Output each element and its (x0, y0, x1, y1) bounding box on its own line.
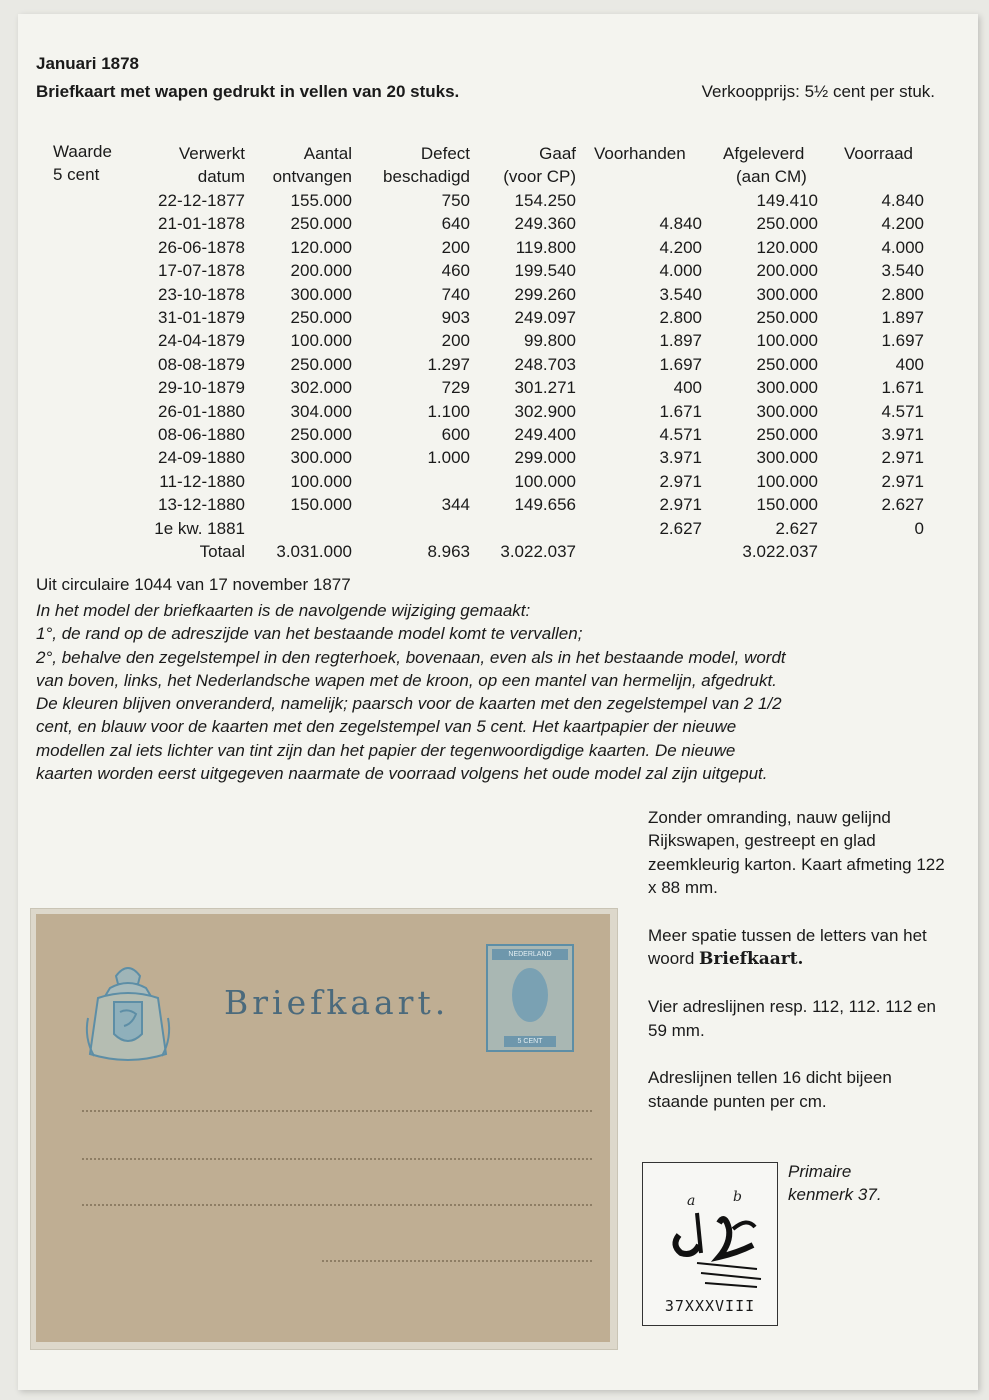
cell-defect: 1.100 (427, 401, 470, 421)
cell-voorraad: 1.671 (881, 378, 924, 398)
cell-defect: 740 (441, 284, 470, 304)
cell-aantal: 120.000 (290, 237, 352, 257)
cell-voorhanden: 3.540 (659, 284, 702, 304)
cell-voorraad: 400 (895, 354, 924, 374)
label-a: a (687, 1193, 696, 1209)
cell-aantal: 300.000 (290, 284, 352, 304)
cell-datum: 26-06-1878 (158, 237, 245, 257)
header-aantal-1: Aantal (303, 144, 352, 163)
card-title: Briefkaart. (224, 983, 450, 1022)
cell-voorraad: 4.000 (881, 237, 924, 257)
cell-aantal: 302.000 (290, 378, 352, 398)
circular-line: modellen zal iets lichter van tint zijn dan het papier der tegenwoordigdige kaarten. De nieuwe (36, 740, 736, 760)
cell-voorhanden: 4.840 (659, 214, 702, 234)
cell-afgeleverd: 2.627 (775, 518, 818, 538)
header-aantal-2: ontvangen (272, 167, 352, 186)
cell-defect: 750 (441, 191, 470, 210)
cell-datum: 29-10-1879 (158, 378, 245, 398)
cell-aantal: 250.000 (290, 425, 352, 444)
header-waarde-1: Waarde (53, 142, 112, 161)
cell-afgeleverd: 200.000 (756, 261, 818, 281)
cell-defect: 1.297 (427, 354, 470, 374)
cell-afgeleverd: 120.000 (756, 237, 818, 257)
magnified-letters-icon (657, 1183, 767, 1293)
cell-defect: 200 (441, 237, 470, 257)
cell-voorraad: 0 (914, 518, 924, 538)
cell-aantal: 100.000 (290, 331, 352, 351)
cell-aantal: 3.031.000 (276, 542, 352, 561)
postcard (36, 914, 610, 1342)
cell-aantal: 250.000 (290, 308, 352, 327)
note-letter-spacing (648, 924, 948, 972)
cell-gaaf: 299.000 (514, 448, 576, 468)
page-subtitle: Briefkaart met wapen gedrukt in vellen van 20 stuks. (36, 82, 460, 101)
cell-voorhanden: 2.800 (659, 308, 702, 327)
header-verwerkt-2: datum (197, 167, 245, 186)
cell-voorraad: 2.627 (881, 495, 924, 515)
cell-voorraad: 2.971 (881, 471, 924, 491)
cell-defect: 640 (441, 214, 470, 234)
cell-aantal: 304.000 (290, 401, 352, 421)
cell-datum: 24-04-1879 (158, 331, 245, 351)
note-address-lines: Vier adreslijnen resp. 112, 112. 112 en 59 mm. (648, 997, 936, 1040)
header-voorhanden: Voorhanden (594, 144, 686, 163)
cell-voorhanden: 400 (673, 378, 702, 398)
cell-gaaf: 248.703 (514, 354, 576, 374)
cell-defect: 600 (441, 425, 470, 444)
cell-afgeleverd: 300.000 (756, 284, 818, 304)
stamp-value: 5 CENT (504, 1036, 556, 1047)
cell-afgeleverd: 250.000 (756, 308, 818, 327)
stamp-country: NEDERLAND (492, 949, 568, 960)
circular-line: van boven, links, het Nederlandsche wapen met de kroon, op een mantel van hermelijn, afgedrukt. (36, 670, 777, 690)
cell-voorraad: 4.840 (881, 191, 924, 210)
cell-voorhanden: 1.897 (659, 331, 702, 351)
note-card-description: Zonder omranding, nauw gelijnd Rijkswapen, gestreept en glad zeemkleurig karton. Kaart afmeting 122 x 88 mm. (648, 808, 945, 898)
cell-datum: 13-12-1880 (158, 495, 245, 515)
cell-datum: 24-09-1880 (158, 448, 245, 468)
circular-line: In het model der briefkaarten is de navolgende wijziging gemaakt: (36, 601, 531, 620)
cell-aantal: 150.000 (290, 495, 352, 515)
postage-stamp-imprint (486, 944, 574, 1052)
cell-gaaf: 249.097 (514, 308, 576, 327)
coat-of-arms-icon (80, 958, 176, 1070)
cell-gaaf: 249.400 (514, 425, 576, 444)
cell-voorraad: 3.971 (881, 425, 924, 444)
sale-price: Verkoopprijs: 5½ cent per stuk. (701, 82, 935, 101)
cell-datum: 22-12-1877 (158, 191, 245, 210)
cell-datum: 23-10-1878 (158, 284, 245, 304)
kenmerk-code: 37XXXVIII (664, 1297, 756, 1315)
cell-afgeleverd: 300.000 (756, 378, 818, 398)
cell-voorhanden: 1.671 (659, 401, 702, 421)
cell-afgeleverd: 300.000 (756, 448, 818, 468)
address-line (82, 1158, 592, 1160)
page-title: Januari 1878 (36, 54, 140, 73)
header-defect-2: beschadigd (383, 167, 470, 186)
cell-aantal: 250.000 (290, 214, 352, 234)
cell-defect: 1.000 (427, 448, 470, 468)
description-notes (648, 806, 948, 1137)
cell-defect: 200 (441, 331, 470, 351)
cell-datum: Totaal (199, 542, 245, 561)
header-gaaf-2: (voor CP) (503, 167, 576, 186)
circular-line: cent, en blauw voor de kaarten met den zegelstempel van 5 cent. Het kaartpapier der nieuwe (36, 717, 737, 737)
cell-defect: 344 (441, 495, 470, 515)
cell-defect: 8.963 (427, 542, 470, 561)
cell-datum: 1e kw. 1881 (154, 518, 245, 538)
cell-voorraad: 2.971 (881, 448, 924, 468)
cell-gaaf: 249.360 (514, 214, 576, 234)
header-defect-1: Defect (420, 144, 470, 163)
cell-gaaf: 302.900 (514, 401, 576, 421)
cell-datum: 31-01-1879 (158, 308, 245, 327)
cell-datum: 26-01-1880 (158, 401, 245, 421)
cell-voorhanden: 2.971 (659, 495, 702, 515)
cell-aantal: 200.000 (290, 261, 352, 281)
cell-gaaf: 3.022.037 (500, 542, 576, 561)
cell-afgeleverd: 149.410 (756, 191, 818, 210)
cell-defect: 729 (441, 378, 470, 398)
cell-afgeleverd: 100.000 (756, 331, 818, 351)
cell-aantal: 100.000 (290, 471, 352, 491)
cell-datum: 08-08-1879 (158, 354, 245, 374)
cell-voorraad: 4.571 (881, 401, 924, 421)
cell-gaaf: 154.250 (514, 191, 576, 210)
cell-voorraad: 1.897 (881, 308, 924, 327)
header-afgeleverd-2: (aan CM) (736, 167, 807, 186)
kenmerk-caption-line-2: kenmerk 37. (788, 1185, 882, 1204)
cell-voorhanden: 2.627 (659, 518, 702, 538)
cell-voorraad: 3.540 (881, 261, 924, 281)
cell-voorraad: 1.697 (881, 331, 924, 351)
header-waarde-2: 5 cent (53, 165, 100, 184)
cell-voorhanden: 4.200 (659, 237, 702, 257)
cell-voorhanden: 2.971 (659, 471, 702, 491)
cell-voorhanden: 4.000 (659, 261, 702, 281)
circular-title: Uit circulaire 1044 van 17 november 1877 (36, 575, 351, 594)
circular-line: De kleuren blijven onveranderd, namelijk; paarsch voor de kaarten met den zegelstempel van 2 1/2 (36, 694, 782, 714)
cell-datum: 11-12-1880 (159, 471, 245, 491)
cell-datum: 08-06-1880 (158, 425, 245, 444)
circular-line: kaarten worden eerst uitgegeven naarmate de voorraad volgens het oude model zal zijn uitgeput. (36, 764, 768, 784)
cell-defect: 460 (441, 261, 470, 281)
header-gaaf-1: Gaaf (539, 144, 576, 163)
address-line (322, 1260, 592, 1262)
note-letter-spacing-text: Meer spatie tussen de letters van het woord (648, 925, 927, 969)
cell-gaaf: 301.271 (514, 378, 576, 398)
cell-datum: 17-07-1878 (158, 261, 245, 281)
cell-voorraad: 2.800 (881, 284, 924, 304)
cell-voorraad: 4.200 (881, 214, 924, 234)
label-b: b (733, 1189, 742, 1205)
cell-voorhanden: 4.571 (659, 425, 702, 444)
cell-voorhanden: 1.697 (659, 354, 702, 374)
cell-afgeleverd: 150.000 (756, 495, 818, 515)
header-afgeleverd-1: Afgeleverd (723, 144, 805, 163)
cell-aantal: 155.000 (290, 191, 352, 210)
cell-gaaf: 100.000 (514, 471, 576, 491)
cell-voorhanden: 3.971 (659, 448, 702, 468)
feature-detail-box (642, 1162, 778, 1326)
note-briefkaart-word: Briefkaart. (699, 949, 804, 970)
cell-aantal: 300.000 (290, 448, 352, 468)
note-dot-density: Adreslijnen tellen 16 dicht bijeen staande punten per cm. (648, 1068, 892, 1111)
header-verwerkt-1: Verwerkt (178, 144, 245, 163)
circular-line: 1°, de rand op de adreszijde van het bestaande model komt te vervallen; (36, 624, 583, 644)
cell-afgeleverd: 100.000 (756, 471, 818, 491)
cell-gaaf: 149.656 (514, 495, 576, 515)
cell-afgeleverd: 250.000 (756, 214, 818, 234)
cell-gaaf: 99.800 (524, 331, 576, 351)
cell-gaaf: 119.800 (515, 237, 576, 257)
address-line (82, 1204, 592, 1206)
cell-datum: 21-01-1878 (158, 214, 245, 234)
address-line (82, 1110, 592, 1112)
cell-afgeleverd: 300.000 (756, 401, 818, 421)
cell-afgeleverd: 3.022.037 (742, 542, 818, 561)
kenmerk-caption-line-1: Primaire (788, 1162, 852, 1181)
cell-defect: 903 (441, 308, 470, 327)
header-voorraad: Voorraad (844, 144, 913, 163)
kenmerk-caption (788, 1160, 882, 1206)
cell-aantal: 250.000 (290, 354, 352, 374)
portrait-icon (512, 968, 548, 1022)
circular-text (36, 599, 936, 785)
circular-line: 2°, behalve den zegelstempel in den regterhoek, bovenaan, even als in het bestaande model, wordt (36, 647, 786, 667)
cell-gaaf: 199.540 (514, 261, 576, 281)
cell-gaaf: 299.260 (514, 284, 576, 304)
cell-afgeleverd: 250.000 (756, 425, 818, 444)
cell-afgeleverd: 250.000 (756, 354, 818, 374)
